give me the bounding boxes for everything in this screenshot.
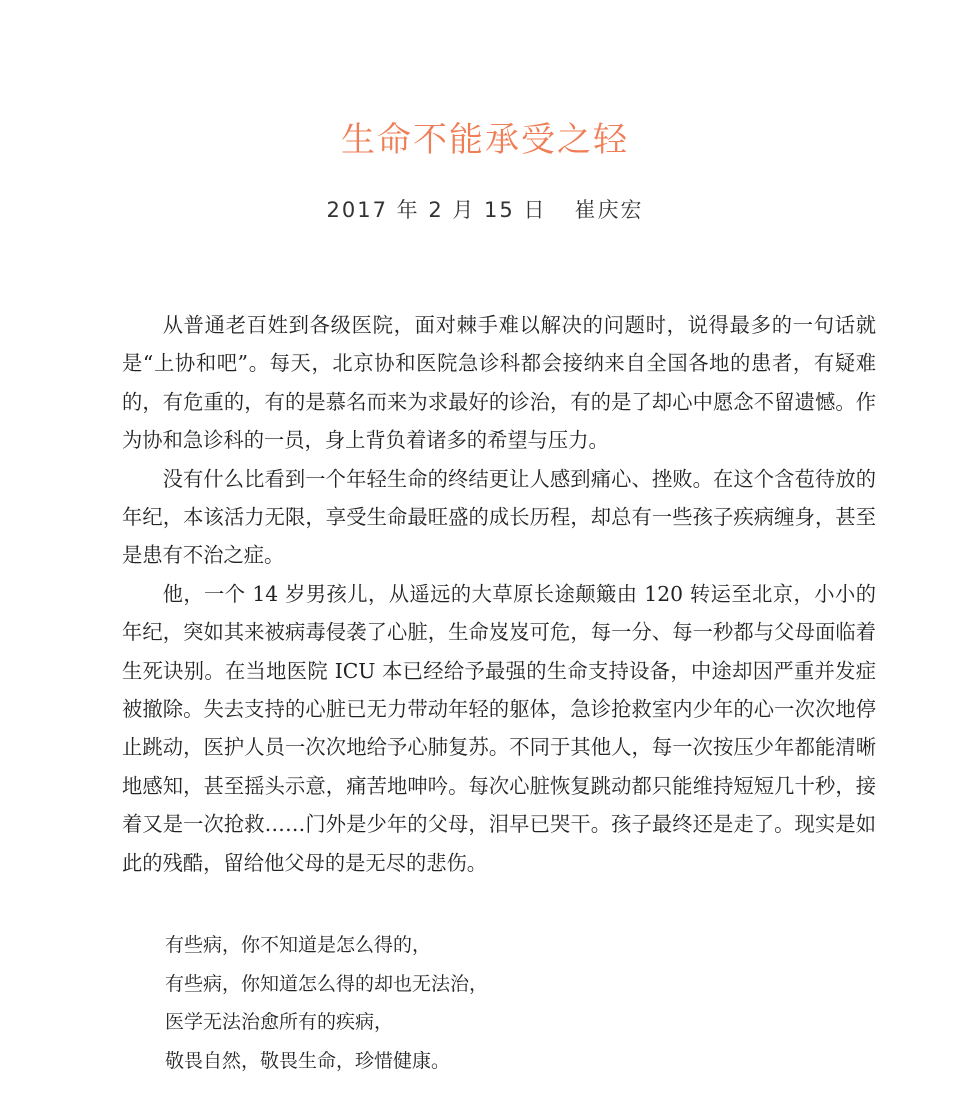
article-title: 生命不能承受之轻 (341, 120, 629, 160)
poem-line: 敬畏自然，敬畏生命，珍惜健康。 (165, 1049, 451, 1072)
paragraph: 他，一个 14 岁男孩儿，从遥远的大草原长途颠簸由 120 转运至北京，小小的年纪，突如其来被病毒侵袭了心脏，生命岌岌可危，每一分、每一秒都与父母面临着生死诀别。在当地医院 ICU 本已经给予最强的生命支持设备，中途却因严重并发症被撤除。失去支持的心脏已无力带动年轻的躯体，急诊抢救室内少年的心一次次地停止跳动，医护人员一次次地给予心肺复苏。不同于其他人，每一次按压少年都能清晰地感知，甚至摇头示意，痛苦地呻吟。每次心脏恢复跳动都只能维持短短几十秒，接着又是一次抢救……门外是少年的父母，泪早已哭干。孩子最终还是走了。现实是如此的残酷，留给他父母的是无尽的悲伤。 (122, 581, 876, 875)
article-author: 崔庆宏 (574, 198, 644, 222)
poem-line: 医学无法治愈所有的疾病， (165, 1011, 394, 1033)
article-body (122, 306, 876, 882)
article-byline (0, 194, 970, 224)
paragraph: 没有什么比看到一个年轻生命的终结更让人感到痛心、挫败。在这个含苞待放的年纪，本该活力无限，享受生命最旺盛的成长历程，却总有一些孩子疾病缠身，甚至是患有不治之症。 (122, 466, 876, 568)
poem-line: 有些病，你不知道是怎么得的， (165, 934, 432, 956)
article-date: 2017 年 2 月 15 日 (326, 198, 547, 222)
poem-line: 有些病，你知道怎么得的却也无法治， (165, 972, 489, 995)
closing-poem (165, 926, 865, 1080)
paragraph: 从普通老百姓到各级医院，面对棘手难以解决的问题时，说得最多的一句话就是“上协和吧”。每天，北京协和医院急诊科都会接纳来自全国各地的患者，有疑难的，有危重的，有的是慕名而来为求最好的诊治，有的是了却心中愿念不留遗憾。作为协和急诊科的一员，身上背负着诸多的希望与压力。 (122, 313, 876, 453)
